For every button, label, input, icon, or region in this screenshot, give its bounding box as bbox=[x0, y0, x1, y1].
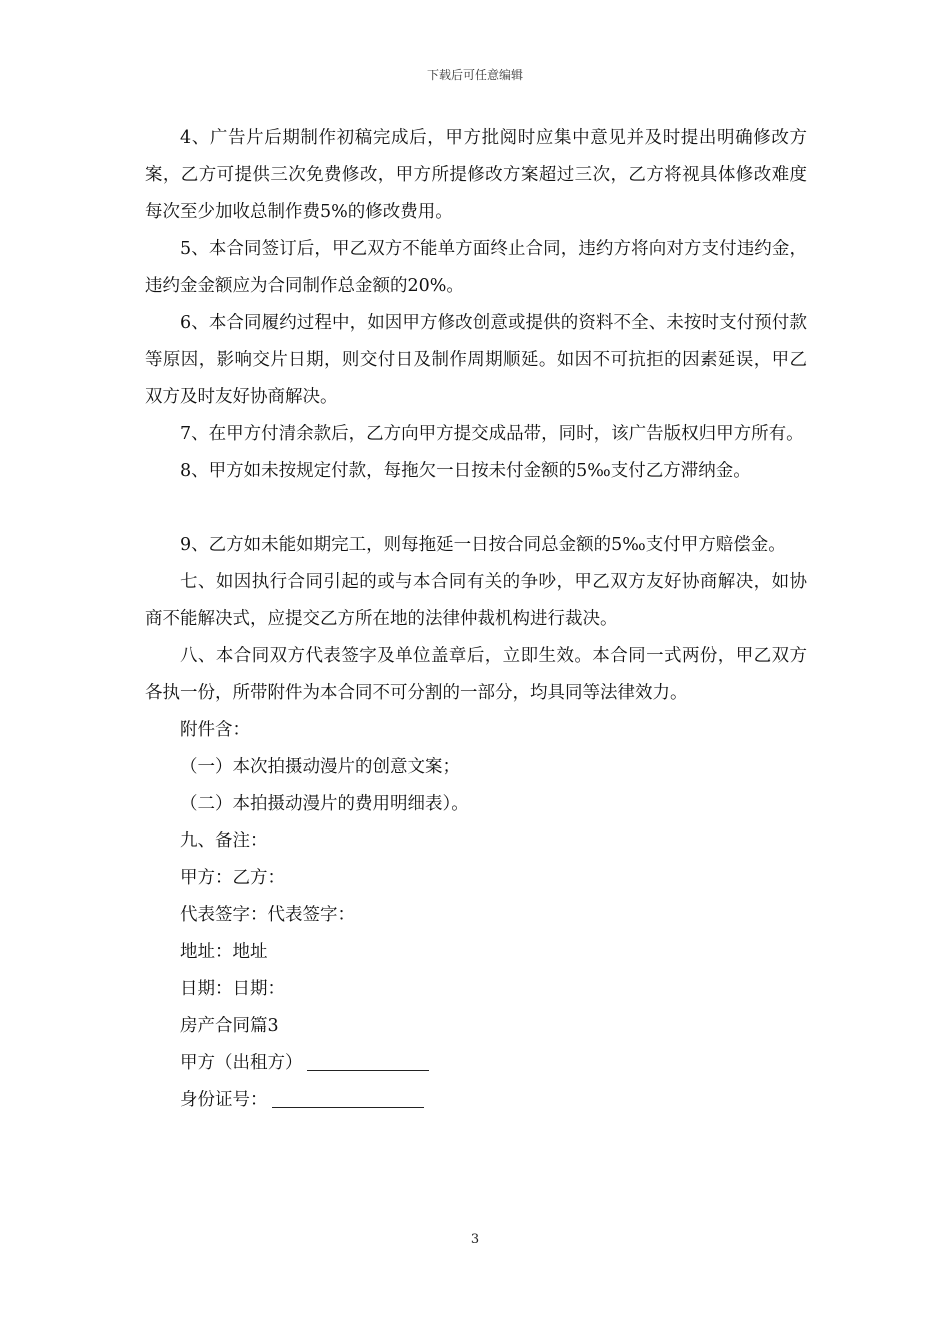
attachments-heading: 附件含： bbox=[180, 720, 250, 740]
section-8-effect: 八、本合同双方代表签字及单位盖章后，立即生效。本合同一式两份，甲乙双方各执一份，所带附件为本合同不可分割的一部分，均具同等法律效力。 bbox=[145, 646, 807, 703]
lessor-field bbox=[145, 1045, 807, 1082]
section-9-remarks: 九、备注： bbox=[180, 831, 268, 851]
id-number-field-label: 身份证号： bbox=[180, 1090, 268, 1110]
id-number-blank bbox=[272, 1085, 424, 1108]
page-number: 3 bbox=[470, 1232, 480, 1247]
clause-7: 7、在甲方付清余款后，乙方向甲方提交成品带，同时，该广告版权归甲方所有。 bbox=[180, 424, 804, 444]
document-body bbox=[145, 120, 807, 1119]
contract-title-3: 房产合同篇3 bbox=[180, 1016, 279, 1036]
clause-8: 8、甲方如未按规定付款，每拖欠一日按未付金额的5‰支付乙方滞纳金。 bbox=[180, 461, 751, 481]
clause-9: 9、乙方如未能如期完工，则每拖延一日按合同总金额的5‰支付甲方赔偿金。 bbox=[180, 535, 786, 555]
section-7-dispute: 七、如因执行合同引起的或与本合同有关的争吵，甲乙双方友好协商解决，如协商不能解决式，应提交乙方所在地的法律仲裁机构进行裁决。 bbox=[145, 572, 807, 629]
clause-6: 6、本合同履约过程中，如因甲方修改创意或提供的资料不全、未按时支付预付款等原因，影响交片日期，则交付日及制作周期顺延。如因不可抗拒的因素延误，甲乙双方及时友好协商解决。 bbox=[145, 313, 807, 407]
lessor-blank bbox=[307, 1048, 429, 1071]
lessor-field-label: 甲方（出租方） bbox=[180, 1053, 303, 1073]
address-line: 地址：地址 bbox=[180, 942, 268, 962]
clause-5: 5、本合同签订后，甲乙双方不能单方面终止合同，违约方将向对方支付违约金，违约金金额应为合同制作总金额的20%。 bbox=[145, 239, 807, 296]
signature-line: 代表签字：代表签字： bbox=[180, 905, 355, 925]
date-line: 日期：日期： bbox=[180, 979, 285, 999]
id-number-field bbox=[145, 1082, 807, 1119]
party-line: 甲方：乙方： bbox=[180, 868, 285, 888]
page-header: 下载后可任意编辑 bbox=[426, 68, 523, 82]
clause-4: 4、广告片后期制作初稿完成后，甲方批阅时应集中意见并及时提出明确修改方案，乙方可提供三次免费修改，甲方所提修改方案超过三次，乙方将视具体修改难度每次至少加收总制作费5%的修改费用。 bbox=[145, 128, 807, 222]
attachment-1: （一）本次拍摄动漫片的创意文案； bbox=[180, 757, 460, 777]
attachment-2: （二）本拍摄动漫片的费用明细表）。 bbox=[180, 794, 469, 814]
